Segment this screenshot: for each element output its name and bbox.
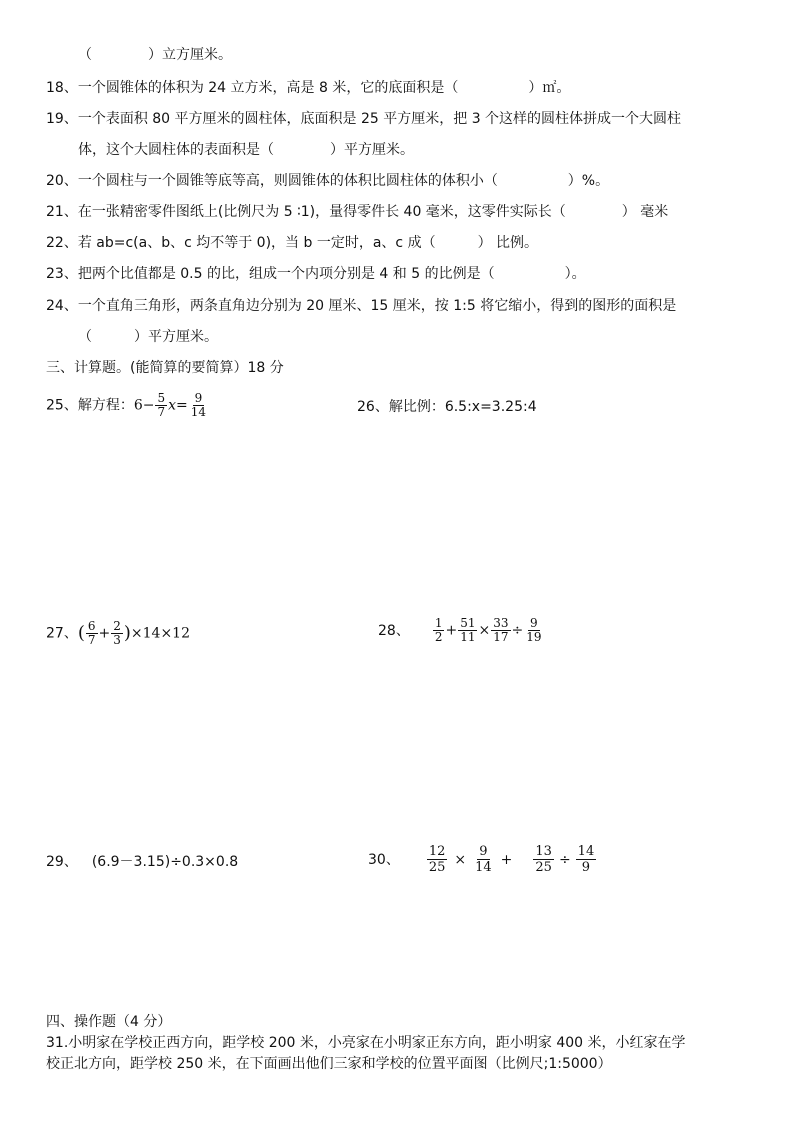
- question-31-line1: 31.小明家在学校正西方向，距学校 200 米，小亮家在小明家正东方向，距小明家 400 米，小红家在学: [46, 1035, 686, 1051]
- q28-fraction-3: [491, 617, 510, 644]
- section-3-title: 三、计算题。(能简算的要简算）18 分: [46, 360, 284, 376]
- q30-op2: +: [500, 851, 513, 868]
- q27-paren-close: ): [123, 622, 131, 644]
- question-19-line2: 体，这个大圆柱体的表面积是（ ）平方厘米。: [78, 142, 414, 158]
- q28-op2: ×: [478, 622, 491, 639]
- q27-tail: ×14×12: [130, 625, 190, 642]
- q28-op1: +: [445, 622, 458, 639]
- q29-label: 29、: [46, 854, 78, 870]
- q29-expression: (6.9－3.15)÷0.3×0.8: [91, 854, 239, 870]
- question-26: 26、解比例：6.5:x=3.25:4: [357, 399, 537, 415]
- q30-fraction-4: [576, 844, 597, 875]
- q27-plus: +: [98, 625, 111, 642]
- q25-fraction-2: [189, 392, 208, 419]
- q28-num3: 33: [493, 616, 509, 630]
- q30-den2: 14: [475, 860, 492, 875]
- q25-den1: 7: [157, 405, 166, 419]
- q25-equals: =: [176, 397, 188, 414]
- q27-num2: 2: [113, 619, 121, 633]
- question-17-continuation: （ ）立方厘米。: [78, 47, 232, 63]
- q28-fraction-4: [524, 617, 543, 644]
- question-21: 21、在一张精密零件图纸上(比例尺为 5 ∶1)，量得零件长 40 毫米，这零件实际长（ ） 毫米: [46, 204, 669, 220]
- q30-den1: 25: [428, 860, 446, 875]
- q30-num3: 13: [535, 844, 552, 859]
- q27-paren-open: (: [77, 622, 85, 644]
- q30-fraction-1: [427, 844, 448, 875]
- q30-fraction-3: [533, 844, 554, 875]
- question-29: [46, 853, 238, 871]
- q28-op3: ÷: [511, 622, 524, 639]
- q28-den3: 17: [493, 630, 509, 644]
- q28-label: 28、: [378, 622, 410, 639]
- q27-fraction-2: [111, 620, 123, 647]
- q27-num1: 6: [87, 619, 96, 633]
- q30-den4: 9: [581, 860, 591, 875]
- q30-num4: 14: [577, 844, 595, 859]
- section-4-title: 四、操作题（4 分）: [46, 1014, 172, 1030]
- q30-label: 30、: [368, 851, 400, 868]
- q25-den2: 14: [190, 405, 207, 419]
- q28-num1: 1: [434, 616, 443, 630]
- q28-den2: 11: [460, 630, 476, 644]
- q25-label: 25、解方程：: [46, 397, 134, 414]
- q25-variable: x: [168, 397, 177, 414]
- question-27: [46, 620, 190, 647]
- q30-op3: ÷: [558, 851, 571, 868]
- question-18: 18、一个圆锥体的体积为 24 立方米，高是 8 米，它的底面积是（ ）㎡。: [46, 80, 571, 96]
- q28-den4: 19: [526, 630, 542, 644]
- q30-den3: 25: [535, 860, 552, 875]
- q25-term: 6−: [133, 397, 155, 414]
- q25-num1: 5: [157, 391, 166, 405]
- question-24-line2: （ ）平方厘米。: [78, 329, 218, 345]
- question-28: [378, 617, 545, 644]
- q28-num2: 51: [460, 616, 476, 630]
- question-20: 20、一个圆柱与一个圆锥等底等高，则圆锥体的体积比圆柱体的体积小（ ）%。: [46, 173, 610, 189]
- question-31-line2: 校正北方向，距学校 250 米，在下面画出他们三家和学校的位置平面图（比例尺;1:5000）: [46, 1056, 612, 1072]
- q30-num2: 9: [479, 844, 488, 859]
- q28-fraction-2: [458, 617, 477, 644]
- q30-num1: 12: [428, 844, 446, 859]
- q28-num4: 9: [530, 616, 538, 630]
- q27-den1: 7: [87, 633, 96, 647]
- question-22: 22、若 ab=c(a、b、c 均不等于 0)，当 b 一定时，a、c 成（ ） 比例。: [46, 235, 539, 251]
- q28-den1: 2: [434, 630, 443, 644]
- question-24-line1: 24、一个直角三角形，两条直角边分别为 20 厘米、15 厘米，按 1:5 将它缩小，得到的图形的面积是: [46, 298, 677, 314]
- question-23: 23、把两个比值都是 0.5 的比，组成一个内项分别是 4 和 5 的比例是（ ）。: [46, 266, 586, 282]
- q27-den2: 3: [113, 633, 121, 647]
- q27-fraction-1: [86, 620, 98, 647]
- question-30: [368, 844, 597, 875]
- q25-num2: 9: [194, 391, 203, 405]
- question-25: [46, 392, 209, 419]
- q27-label: 27、: [46, 625, 78, 642]
- q30-fraction-2: [473, 844, 494, 875]
- q25-fraction-1: [155, 392, 167, 419]
- question-19-line1: 19、一个表面积 80 平方厘米的圆柱体，底面积是 25 平方厘米，把 3 个这样的圆柱体拼成一个大圆柱: [46, 111, 682, 127]
- q28-fraction-1: [433, 617, 445, 644]
- q30-op1: ×: [454, 851, 467, 868]
